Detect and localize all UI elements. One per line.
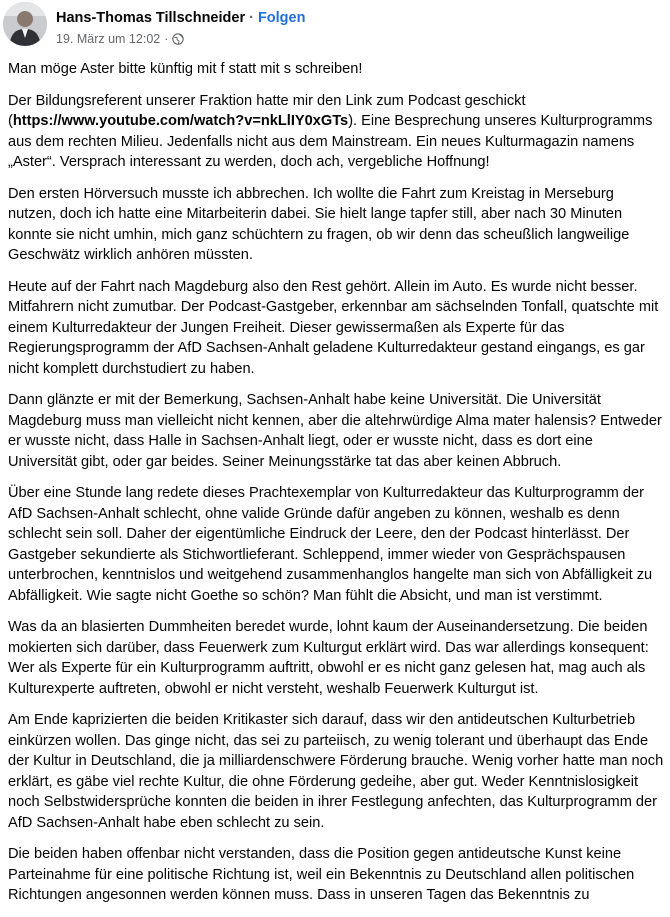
paragraph-7: Was da an blasierten Dummheiten beredet wurde, lohnt kaum der Auseinandersetzung. Die beiden mokierten sich darüber, dass Feuerwerk zum Kulturgut erklärt wird. Das war allerdings konsequent: Wer als Experte für ein Kulturprogramm auftritt, obwohl er es nicht ganz gelesen hat, mag auch als Kulturexperte auftreten, obwohl er nicht versteht, weshalb Feuerwerk Kulturgut ist. [8,619,649,697]
author-avatar[interactable] [3,2,47,46]
paragraph-4: Heute auf der Fahrt nach Magdeburg also den Rest gehört. Allein im Auto. Es wurde nicht besser. Mitfahrern nicht zumutbar. Der Podcast-Gastgeber, erkennbar am sächselnden Tonfall, quatschte mit einem Kulturredakteur der Jungen Freiheit. Dieser gewissermaßen als Experte für das Regierungsprogramm der AfD Sachsen-Anhalt geladene Kulturredakteur gestand eingangs, es gar nicht komplett durchstudiert zu haben. [8,278,659,377]
post-body [8,59,664,917]
author-line [56,9,305,27]
author-name-link[interactable]: Hans-Thomas Tillschneider [56,10,246,26]
header-separator: · [249,10,254,26]
paragraph-2 [8,91,664,173]
paragraph-3: Den ersten Hörversuch musste ich abbrechen. Ich wollte die Fahrt zum Kreistag in Merseburg nutzen, doch ich hatte eine Mitarbeiterin dabei. Sie hielt lange tapfer still, aber nach 30 Minuten konnte sie nicht umhin, mich ganz schüchtern zu fragen, ob wir denn das scheußlich langweilige Geschwätz wirklich anhören müssten. [8,185,630,263]
meta-separator: · [164,32,169,46]
post-header [0,0,670,52]
youtube-link[interactable]: https://www.youtube.com/watch?v=nkLlIY0xGTs [12,113,349,129]
post-meta [56,31,184,47]
globe-icon[interactable] [172,33,184,45]
post-timestamp[interactable]: 19. März um 12:02 [56,32,161,46]
paragraph-2-text-before: Der Bildungsreferent unserer Fraktion hatte mir den Link zum Podcast geschickt ( [8,92,526,129]
paragraph-5: Dann glänzte er mit der Bemerkung, Sachsen-Anhalt habe keine Universität. Die Universität Magdeburg muss man vielleicht nicht kennen, aber die altehrwürdige Alma mater halensis? Entweder er wusste nicht, dass Halle in Sachsen-Anhalt liegt, oder er wusste nicht, dass es dort eine Universität gibt, oder gar beides. Seiner Meinungsstärke tat das aber keinen Abbruch. [8,392,662,470]
paragraph-1: Man möge Aster bitte künftig mit f statt mit s schreiben! [8,61,363,77]
paragraph-2-text-after: ). Eine Besprechung unseres Kulturprogramms aus dem rechten Milieu. Jedenfalls nicht aus dem Mainstream. Ein neues Kulturmagazin namens „Aster“. Versprach interessant zu werden, doch ach, vergebliche Hoffnung! [8,113,653,170]
paragraph-8: Am Ende kaprizierten die beiden Kritikaster sich darauf, dass wir den antideutschen Kulturbetrieb einkürzen wollen. Das ginge nicht, das sei zu parteiisch, zu wenig tolerant und überhaupt das Ende der Kultur in Deutschland, die ja milliardenschwere Förderung brauche. Wenig vorher hatte man noch erklärt, es gäbe viel rechte Kultur, die ohne Förderung gedeihe, aber gut. Weder Kenntnislosigkeit noch Selbstwidersprüche konnten die beiden in ihrer Festlegung anfechten, das Kulturprogramm der AfD Sachsen-Anhalt habe eben schlecht zu sein. [8,712,664,831]
paragraph-9: Die beiden haben offenbar nicht verstanden, dass die Position gegen antideutsche Kunst keine Parteinahme für eine politische Richtung ist, weil ein Bekenntnis zu Deutschland allen politischen Richtungen angesonnen werden können muss. Dass in unseren Tagen das Bekenntnis zu [8,846,635,903]
follow-button[interactable]: Folgen [257,10,306,26]
avatar-photo-icon [3,2,47,46]
paragraph-6: Über eine Stunde lang redete dieses Prachtexemplar von Kulturredakteur das Kulturprogramm der AfD Sachsen-Anhalt schlecht, ohne valide Gründe dafür angeben zu können, weshalb es denn schlecht sein soll. Daher der eigentümliche Eindruck der Leere, den der Podcast hinterlässt. Der Gastgeber sekundierte als Stichwortlieferant. Schleppend, immer wieder von Gesprächspausen unterbrochen, kenntnislos und weitgehend zusammenhanglos hangelte man sich von Abfälligkeit zu Abfälligkeit. Wie sagte nicht Goethe so schön? Man fühlt die Absicht, und man ist verstimmt. [8,485,653,604]
